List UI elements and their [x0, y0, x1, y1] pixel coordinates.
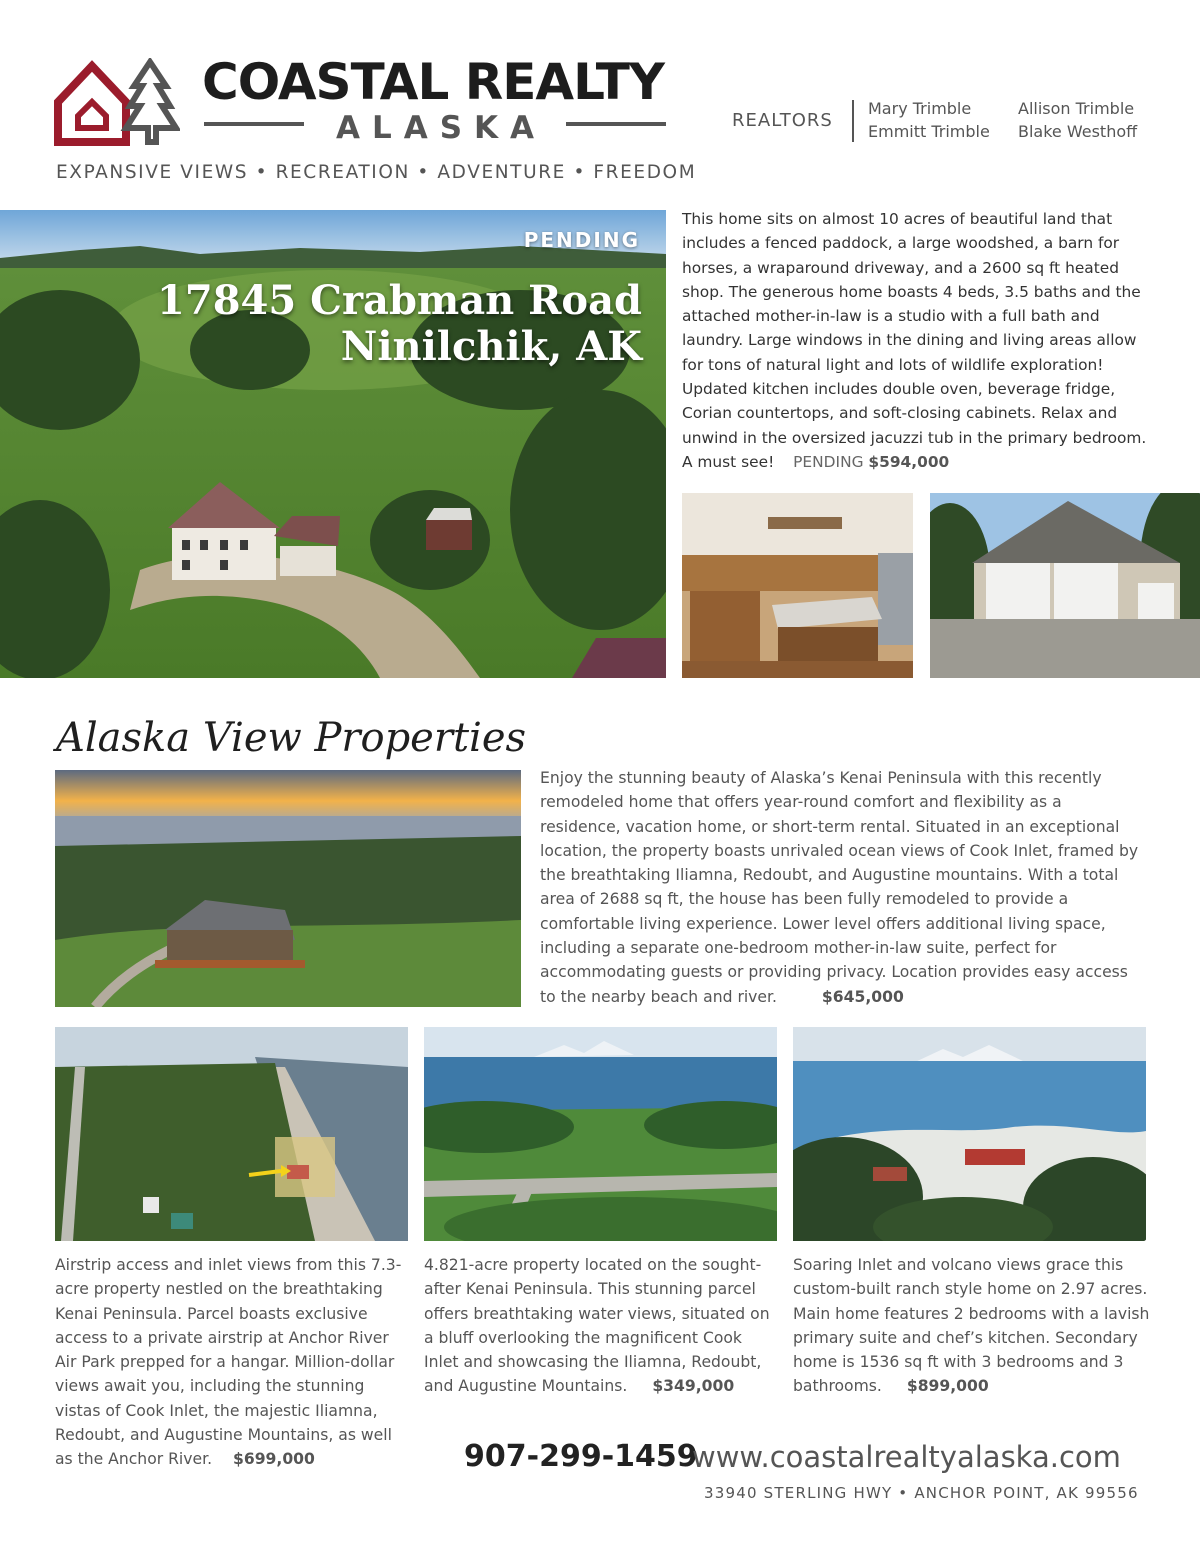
- realtors-label: REALTORS: [732, 110, 833, 131]
- listing-description: [540, 766, 1140, 1009]
- company-logo-icon: [52, 58, 180, 146]
- realtor-name: Mary Trimble: [868, 99, 972, 118]
- listing-photo: [55, 1027, 408, 1241]
- featured-status-overlay: PENDING: [523, 228, 640, 252]
- featured-kitchen-photo: [682, 493, 913, 678]
- listing-photo: [793, 1027, 1146, 1241]
- featured-description: [682, 207, 1152, 474]
- listing-description-text: Enjoy the stunning beauty of Alaska’s Kenai Peninsula with this recently remodeled home that offers year-round comfort and flexibility as a residence, vacation home, or short-term rental. Situated in an exceptional location, the property boasts unrivaled ocean views of Cook Inlet, framed by the breathtaking Iliamna, Redoubt, and Augustine mountains. With a total area of 2688 sq ft, the house has been fully remodeled to provide a comfortable living experience. Lower level offers additional living space, including a separate one-bedroom mother-in-law suite, perfect for accommodating guests or providing privacy. Location provides easy access to the nearby beach and river.: [540, 769, 1139, 1006]
- featured-description-text: This home sits on almost 10 acres of beautiful land that includes a fenced paddock, a large woodshed, a barn for horses, a wraparound driveway, and a 2600 sq ft heated shop. The generous home boasts 4 beds, 3.5 baths and the attached mother-in-law is a studio with a full bath and laundry. Large windows in the dining and living areas allow for tons of natural light and lots of wildlife exploration! Updated kitchen includes double oven, beverage fridge, Corian countertops, and soft-closing cabinets. Relax and unwind in the oversized jacuzzi tub in the primary bedroom. A must see!: [682, 210, 1147, 471]
- brand-rule-left: [204, 122, 304, 126]
- listing-description-text: Airstrip access and inlet views from this 7.3-acre property nestled on the breathtaking Kenai Peninsula. Parcel boasts exclusive access to a private airstrip at Anchor River Air Park prepped for a hangar. Million-dollar views await you, including the stunning vistas of Cook Inlet, the majestic Iliamna, Redoubt, and Augustine Mountains, as well as the Anchor River.: [55, 1256, 402, 1469]
- featured-address-line1: 17845 Crabman Road: [157, 277, 642, 324]
- realtor-name: Emmitt Trimble: [868, 122, 990, 141]
- listing-photo: [55, 770, 521, 1007]
- listing-description-text: 4.821-acre property located on the sought-after Kenai Peninsula. This stunning parcel offers breathtaking water views, situated on a bluff overlooking the magnificent Cook Inlet and showcasing the Iliamna, Redoubt, and Augustine Mountains.: [424, 1256, 770, 1396]
- brand-name: COASTAL REALTY: [202, 53, 665, 111]
- featured-shop-photo: [930, 493, 1200, 678]
- featured-hero-photo: [0, 210, 666, 678]
- realtor-name: Allison Trimble: [1018, 99, 1135, 118]
- listing-description-text: Soaring Inlet and volcano views grace this custom-built ranch style home on 2.97 acres. Main home features 2 bedrooms with a lavish primary suite and chef’s kitchen. Secondary home is 1536 sq ft with 3 bedrooms and 3 bathrooms.: [793, 1256, 1150, 1396]
- brand-rule-right: [566, 122, 666, 126]
- featured-status: PENDING: [793, 452, 864, 471]
- listing-description: [55, 1253, 407, 1472]
- brand-subtitle: ALASKA: [335, 110, 547, 146]
- listing-price: $699,000: [233, 1450, 315, 1469]
- listing-price: $899,000: [906, 1377, 989, 1396]
- brand-tagline: EXPANSIVE VIEWS • RECREATION • ADVENTURE • FREEDOM: [56, 162, 697, 183]
- listing-price: $349,000: [652, 1377, 735, 1396]
- section-title: Alaska View Properties: [56, 715, 527, 761]
- realtor-name: Blake Westhoff: [1018, 122, 1138, 141]
- listing-description: [793, 1253, 1153, 1399]
- featured-address-line2: Ninilchik, AK: [340, 323, 642, 370]
- featured-address: [157, 278, 642, 370]
- realtors-divider: [852, 100, 854, 142]
- listing-description: [424, 1253, 780, 1399]
- footer-website-link[interactable]: www.coastalrealtyalaska.com: [692, 1440, 1121, 1474]
- listing-photo: [424, 1027, 777, 1241]
- footer-phone[interactable]: 907-299-1459: [464, 1439, 698, 1474]
- listing-price: $645,000: [821, 987, 904, 1006]
- featured-price: $594,000: [868, 452, 950, 471]
- footer-address: 33940 STERLING HWY • ANCHOR POINT, AK 99556: [704, 1484, 1139, 1502]
